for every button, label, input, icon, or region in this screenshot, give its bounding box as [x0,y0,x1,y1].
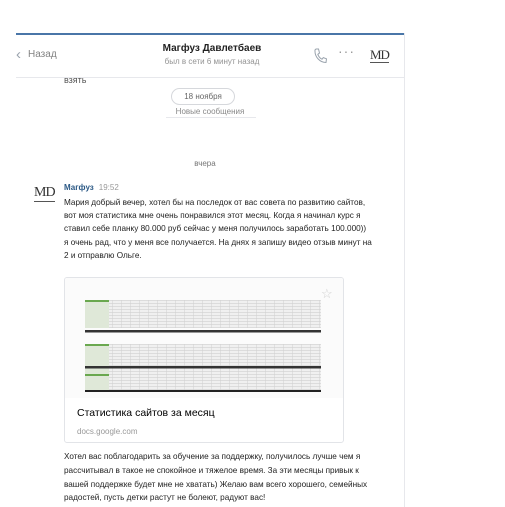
phone-icon[interactable] [313,48,327,64]
new-messages-label: Новые сообщения [175,107,245,116]
chat-panel [16,33,405,507]
date-pill[interactable]: 18 ноября [171,88,235,105]
new-messages-divider [166,117,256,118]
chevron-left-icon: ‹ [16,45,21,63]
peer-avatar[interactable]: MD [370,47,389,62]
spreadsheet-preview [65,278,343,398]
avatar[interactable]: MD [34,185,55,200]
attachment-title: Статистика сайтов за месяц [77,407,215,419]
message-text: Мария добрый вечер, хотел бы на последок от вас совета по развитию сайтов, вот моя статистика мне очень понравился этот месяц. Когда я начинал курс я ставил себе планку 80.000 руб сейчас у меня получилось заработать 100.000)) я очень рад, что у меня все получается. На днях я запишу видео отзыв минут на 2 и отправлю Ольге. [64,198,372,260]
message-author[interactable]: Магфуз [64,183,94,192]
back-button[interactable] [16,45,57,63]
day-separator: вчера [194,159,216,168]
message-time[interactable]: 19:52 [98,183,119,192]
previous-message-tail: взять [64,78,87,83]
link-attachment[interactable] [64,277,344,443]
peer-name: Магфуз Давлетбаев [162,43,262,54]
chat-header [16,35,404,78]
message-header [64,183,119,192]
more-icon[interactable]: ··· [338,43,355,59]
attachment-domain: docs.google.com [77,427,138,436]
back-label: Назад [28,49,57,60]
peer-status: был в сети 6 минут назад [164,57,260,66]
peer-info[interactable] [126,43,298,66]
message-text-2: Хотел вас поблагодарить за обучение за поддержку, получилось лучше чем я рассчитывал в такое не спокойное и тяжелое время. За эти месяцы привык к вашей поддержке будет мне не хватать) Желаю вам всего хорошего, семейных радостей, пусть детки растут не болеют, радуют вас! [64,452,368,503]
star-icon[interactable]: ☆ [321,286,333,301]
